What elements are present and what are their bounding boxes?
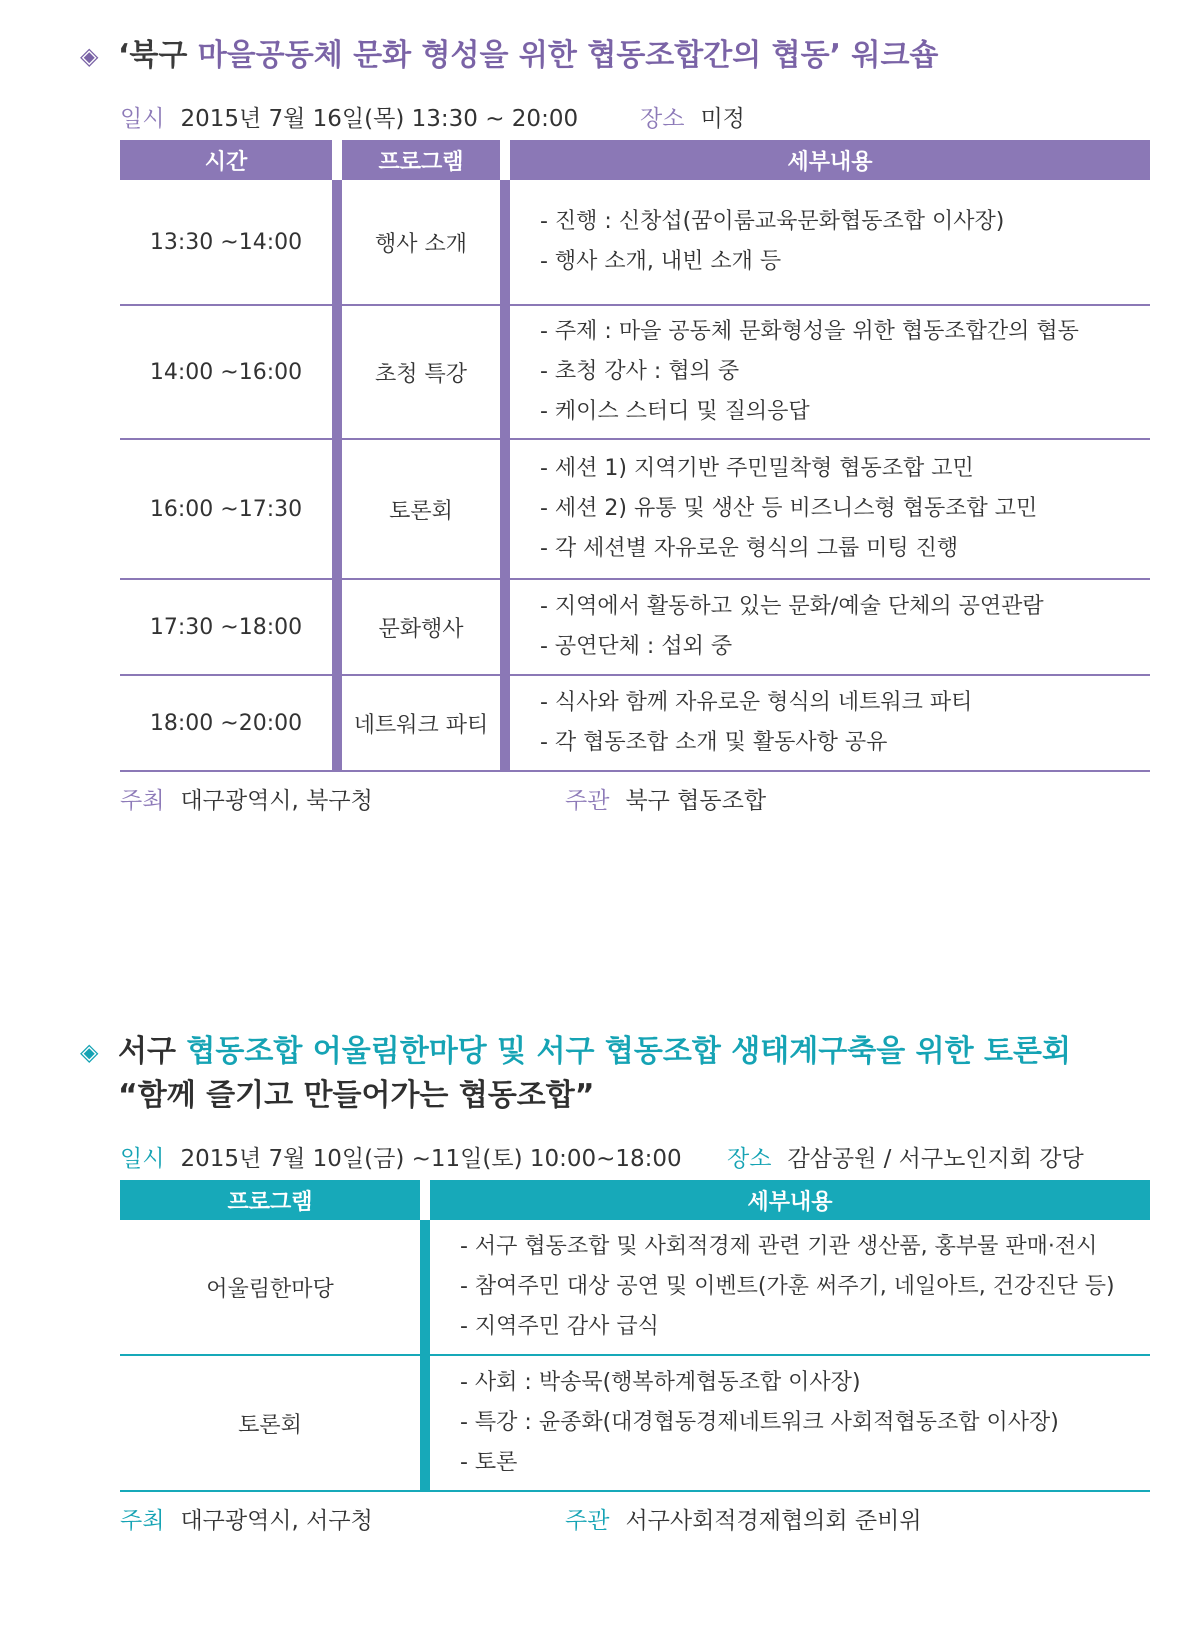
- detail-item: - 세션 1) 지역기반 주민밀착형 협동조합 고민: [540, 456, 974, 481]
- detail-item: - 각 세션별 자유로운 형식의 그룹 미팅 진행: [540, 536, 959, 561]
- details-cell: [430, 1356, 1150, 1492]
- table-row: [120, 306, 1150, 440]
- organizer-value: 북구 협동조합: [625, 788, 767, 814]
- header-details: 세부내용: [510, 140, 1150, 180]
- date-value: 2015년 7월 16일(목) 13:30 ~ 20:00: [180, 106, 579, 132]
- details-cell: [510, 580, 1150, 676]
- host-row: [0, 782, 1200, 822]
- date-place-row: [0, 1140, 1200, 1180]
- time-cell: 13:30 ~14:00: [120, 180, 332, 306]
- table-row: [120, 676, 1150, 772]
- title-slogan: “함께 즐기고 만들어가는 협동조합”: [118, 1078, 595, 1113]
- forum-section-seogu: [0, 1030, 1200, 1542]
- detail-item: - 지역에서 활동하고 있는 문화/예술 단체의 공연관람: [540, 594, 1044, 619]
- detail-item: - 진행 : 신창섭(꿈이룸교육문화협동조합 이사장): [540, 209, 1005, 234]
- header-program: 프로그램: [120, 1180, 420, 1220]
- date-value: 2015년 7월 10일(금) ~11일(토) 10:00~18:00: [180, 1146, 682, 1172]
- time-cell: 16:00 ~17:30: [120, 440, 332, 580]
- detail-item: - 케이스 스터디 및 질의응답: [540, 399, 810, 424]
- details-cell: [510, 440, 1150, 580]
- place-label: 장소: [640, 106, 685, 132]
- detail-item: - 공연단체 : 섭외 중: [540, 634, 733, 659]
- program-table: [120, 1180, 1150, 1492]
- section-title: [80, 34, 1200, 78]
- details-cell: [430, 1220, 1150, 1356]
- section-title: [80, 1030, 1200, 1118]
- program-cell: 어울림한마당: [120, 1220, 420, 1356]
- organizer-value: 서구사회적경제협의회 준비위: [625, 1508, 922, 1534]
- detail-item: - 사회 : 박송묵(행복하계협동조합 이사장): [460, 1370, 861, 1395]
- details-cell: [510, 180, 1150, 306]
- title-rest: 협동조합 어울림한마당 및 서구 협동조합 생태계구축을 위한 토론회: [175, 1034, 1071, 1069]
- time-cell: 17:30 ~18:00: [120, 580, 332, 676]
- detail-item: - 특강 : 윤종화(대경협동경제네트워크 사회적협동조합 이사장): [460, 1410, 1059, 1435]
- detail-item: - 주제 : 마을 공동체 문화형성을 위한 협동조합간의 협동: [540, 319, 1079, 344]
- date-info: [120, 1140, 682, 1173]
- title-rest: 마을공동체 문화 형성을 위한 협동조합간의 협동’ 워크숍: [187, 38, 939, 73]
- detail-item: - 세션 2) 유통 및 생산 등 비즈니스형 협동조합 고민: [540, 496, 1038, 521]
- host-label: 주최: [120, 788, 165, 814]
- diamond-bullet-icon: ◈: [80, 42, 99, 70]
- host-info: [120, 1502, 373, 1535]
- header-details: 세부내용: [430, 1180, 1150, 1220]
- date-place-row: [0, 100, 1200, 140]
- host-row: [0, 1502, 1200, 1542]
- organizer-info: [565, 782, 766, 815]
- date-label: 일시: [120, 1146, 165, 1172]
- detail-item: - 행사 소개, 내빈 소개 등: [540, 249, 782, 274]
- table-row: [120, 1356, 1150, 1492]
- detail-item: - 각 협동조합 소개 및 활동사항 공유: [540, 730, 888, 755]
- detail-item: - 식사와 함께 자유로운 형식의 네트워크 파티: [540, 690, 973, 715]
- place-label: 장소: [727, 1146, 772, 1172]
- detail-item: - 초청 강사 : 협의 중: [540, 359, 740, 384]
- details-cell: [510, 306, 1150, 440]
- program-cell: 초청 특강: [342, 306, 500, 440]
- table-row: [120, 580, 1150, 676]
- title-district: ‘북구: [118, 38, 188, 73]
- host-value: 대구광역시, 서구청: [180, 1508, 373, 1534]
- program-cell: 토론회: [120, 1356, 420, 1492]
- program-cell: 토론회: [342, 440, 500, 580]
- place-value: 감삼공원 / 서구노인지회 강당: [787, 1146, 1084, 1172]
- organizer-info: [565, 1502, 922, 1535]
- details-cell: [510, 676, 1150, 772]
- detail-item: - 지역주민 감사 급식: [460, 1314, 659, 1339]
- place-info: [727, 1140, 1084, 1173]
- table-row: [120, 180, 1150, 306]
- table-row: [120, 1220, 1150, 1356]
- place-info: [640, 100, 745, 133]
- date-label: 일시: [120, 106, 165, 132]
- detail-item: - 참여주민 대상 공연 및 이벤트(가훈 써주기, 네일아트, 건강진단 등): [460, 1274, 1115, 1299]
- schedule-table: [120, 140, 1150, 772]
- organizer-label: 주관: [565, 788, 610, 814]
- place-value: 미정: [700, 106, 745, 132]
- time-cell: 18:00 ~20:00: [120, 676, 332, 772]
- header-program: 프로그램: [342, 140, 500, 180]
- host-info: [120, 782, 373, 815]
- detail-item: - 서구 협동조합 및 사회적경제 관련 기관 생산품, 홍부물 판매·전시: [460, 1234, 1098, 1259]
- host-value: 대구광역시, 북구청: [180, 788, 373, 814]
- host-label: 주최: [120, 1508, 165, 1534]
- workshop-section-bukgu: [0, 34, 1200, 822]
- program-cell: 네트워크 파티: [342, 676, 500, 772]
- detail-item: - 토론: [460, 1450, 518, 1475]
- header-time: 시간: [120, 140, 332, 180]
- program-cell: 문화행사: [342, 580, 500, 676]
- title-district: 서구: [118, 1034, 176, 1069]
- organizer-label: 주관: [565, 1508, 610, 1534]
- program-cell: 행사 소개: [342, 180, 500, 306]
- date-info: [120, 100, 578, 133]
- time-cell: 14:00 ~16:00: [120, 306, 332, 440]
- table-row: [120, 440, 1150, 580]
- diamond-bullet-icon: ◈: [80, 1038, 99, 1066]
